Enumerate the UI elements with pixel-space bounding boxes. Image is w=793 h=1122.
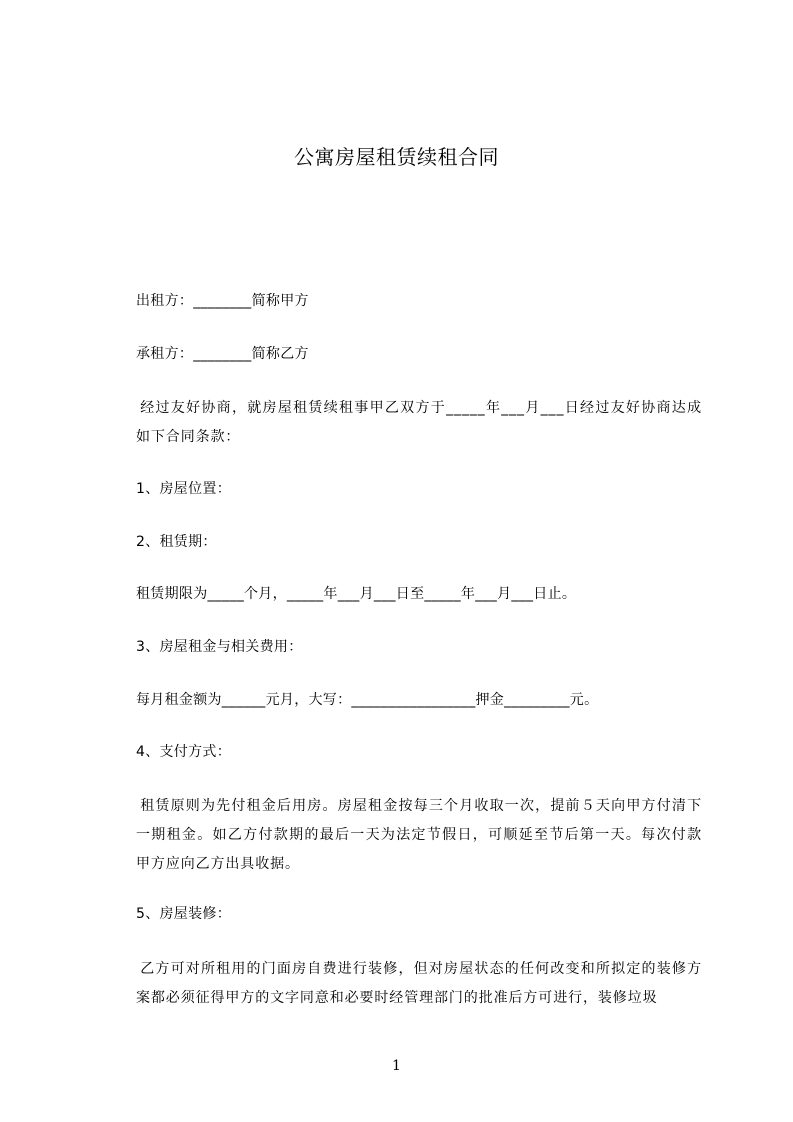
lease-term-line: 租赁期限为_____个月，_____年___月___日至_____年___月___日止。: [136, 586, 577, 602]
lessee-line: 承租方：________简称乙方: [136, 346, 309, 362]
rent-line: 每月租金额为______元月，大写：_________________押金_________元。: [136, 692, 599, 708]
section-2-heading: 2、租赁期：: [136, 534, 217, 550]
payment-paragraph: 租赁原则为先付租金后用房。房屋租金按每三个月收取一次，提前５天向甲方付清下一期租金。如乙方付款期的最后一天为法定节假日，可顺延至节后第一天。每次付款甲方应向乙方出具收据。: [136, 798, 702, 872]
section-5-heading: 5、房屋装修：: [136, 906, 232, 922]
page-number: 1: [392, 1058, 401, 1074]
lessor-line: 出租方：________简称甲方: [136, 293, 309, 309]
document-title: 公寓房屋租赁续租合同: [294, 145, 499, 169]
section-3-heading: 3、房屋租金与相关费用：: [136, 639, 303, 655]
section-4-heading: 4、支付方式：: [136, 744, 232, 760]
section-1-heading: 1、房屋位置：: [136, 481, 232, 497]
intro-paragraph: 经过友好协商，就房屋租赁续租事甲乙双方于_____年___月___日经过友好协商达成如下合同条款：: [136, 400, 702, 445]
decoration-paragraph: 乙方可对所租用的门面房自费进行装修，但对房屋状态的任何改变和所拟定的装修方案都必须征得甲方的文字同意和必要时经管理部门的批准后方可进行，装修垃圾: [136, 961, 702, 1006]
